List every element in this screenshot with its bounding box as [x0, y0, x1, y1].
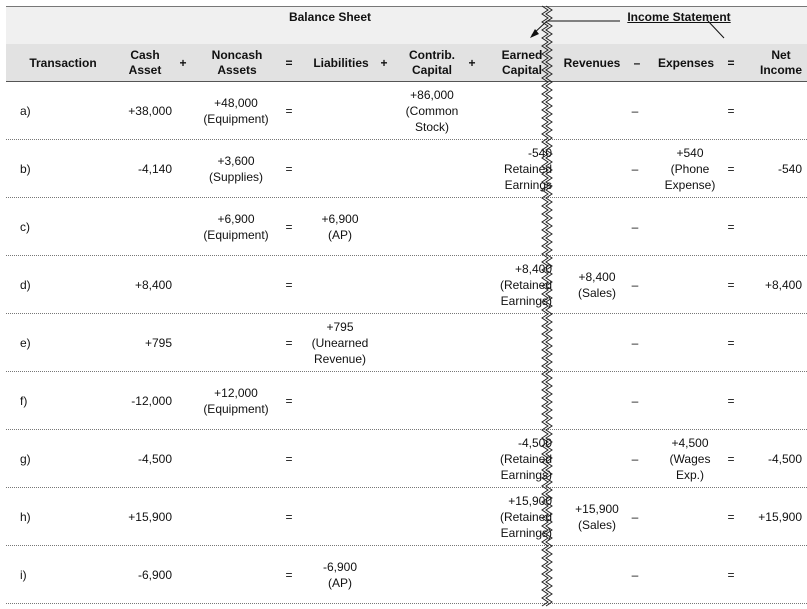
cell-eq2: =	[727, 278, 735, 292]
cell-label: e)	[20, 336, 31, 350]
cell-eq: =	[285, 336, 293, 350]
col-earned-capital: Earned Capital	[501, 48, 543, 77]
col-cash-asset: Cash Asset	[128, 48, 162, 77]
cell-noncash: +3,600 (Supplies)	[208, 154, 264, 184]
cell-eq2: =	[727, 394, 735, 408]
table-row	[6, 372, 807, 430]
col-revenues: Revenues	[563, 56, 621, 70]
cell-eq2: =	[727, 220, 735, 234]
cell-rev: +15,900 (Sales)	[575, 502, 619, 532]
col-net-income: Net Income	[759, 48, 802, 77]
cell-eq2: =	[727, 510, 735, 524]
cell-label: h)	[20, 510, 31, 524]
cell-eq: =	[285, 278, 293, 292]
table-row	[6, 140, 807, 198]
cell-cash: -12,000	[131, 394, 172, 408]
cell-cash: -6,900	[137, 568, 172, 582]
cell-minus: –	[631, 104, 639, 118]
cell-minus: –	[631, 452, 639, 466]
balance-sheet-title: Balance Sheet	[288, 10, 372, 24]
cell-noncash: +6,900 (Equipment)	[203, 212, 269, 242]
col-expenses: Expenses	[657, 56, 715, 70]
cell-liab: -6,900 (AP)	[322, 560, 358, 590]
cell-label: d)	[20, 278, 31, 292]
cell-earned: -540 Retained Earnings	[503, 146, 552, 192]
col-liabilities: Liabilities	[313, 56, 369, 70]
cell-eq2: =	[727, 336, 735, 350]
cell-earned: +15,900 (Retained Earnings)	[499, 494, 552, 540]
cell-eq: =	[285, 452, 293, 466]
op-plus: +	[179, 56, 187, 70]
cell-earned: +8,400 (Retained Earnings)	[499, 262, 552, 308]
cell-cash: +38,000	[128, 104, 172, 118]
col-noncash-assets: Noncash Assets	[211, 48, 263, 77]
cell-ni: -540	[777, 162, 802, 176]
cell-minus: –	[631, 162, 639, 176]
cell-eq: =	[285, 394, 293, 408]
cell-liab: +795 (Unearned Revenue)	[311, 320, 369, 366]
cell-earned: -4,500 (Retained Earnings)	[499, 436, 552, 482]
table-row	[6, 82, 807, 140]
op-plus: +	[380, 56, 388, 70]
income-statement-title: Income Statement	[627, 10, 731, 24]
table-row	[6, 430, 807, 488]
cell-eq: =	[285, 220, 293, 234]
op-equals: =	[727, 56, 735, 70]
cell-label: g)	[20, 452, 31, 466]
cell-ni: +15,900	[758, 510, 802, 524]
cell-eq: =	[285, 104, 293, 118]
cell-eq2: =	[727, 568, 735, 582]
cell-minus: –	[631, 220, 639, 234]
cell-eq2: =	[727, 162, 735, 176]
cell-minus: –	[631, 394, 639, 408]
cell-label: c)	[20, 220, 30, 234]
table-row	[6, 314, 807, 372]
cell-label: f)	[20, 394, 28, 408]
cell-minus: –	[631, 336, 639, 350]
cell-ni: +8,400	[764, 278, 802, 292]
cell-cash: -4,500	[137, 452, 172, 466]
cell-eq: =	[285, 568, 293, 582]
cell-cash: +8,400	[134, 278, 172, 292]
cell-eq2: =	[727, 452, 735, 466]
cell-minus: –	[631, 278, 639, 292]
col-contrib-capital: Contrib. Capital	[409, 48, 455, 77]
cell-noncash: +12,000 (Equipment)	[203, 386, 269, 416]
cell-label: i)	[20, 568, 27, 582]
cell-minus: –	[631, 568, 639, 582]
cell-cash: +795	[144, 336, 172, 350]
cell-eq: =	[285, 510, 293, 524]
table-row	[6, 546, 807, 604]
cell-minus: –	[631, 510, 639, 524]
col-transaction: Transaction	[29, 56, 97, 70]
cell-label: a)	[20, 104, 31, 118]
op-minus: –	[633, 56, 641, 70]
cell-liab: +6,900 (AP)	[321, 212, 359, 242]
cell-cash: -4,140	[137, 162, 172, 176]
cell-exp: +4,500 (Wages Exp.)	[669, 436, 711, 482]
cell-contrib: +86,000 (Common Stock)	[405, 88, 459, 134]
cell-rev: +8,400 (Sales)	[577, 270, 616, 300]
table-row	[6, 488, 807, 546]
op-plus: +	[468, 56, 476, 70]
cell-eq2: =	[727, 104, 735, 118]
op-equals: =	[285, 56, 293, 70]
cell-cash: +15,900	[128, 510, 172, 524]
cell-label: b)	[20, 162, 31, 176]
cell-noncash: +48,000 (Equipment)	[203, 96, 269, 126]
table-row	[6, 256, 807, 314]
cell-exp: +540 (Phone Expense)	[664, 146, 716, 192]
cell-eq: =	[285, 162, 293, 176]
table-row	[6, 198, 807, 256]
cell-ni: -4,500	[767, 452, 802, 466]
